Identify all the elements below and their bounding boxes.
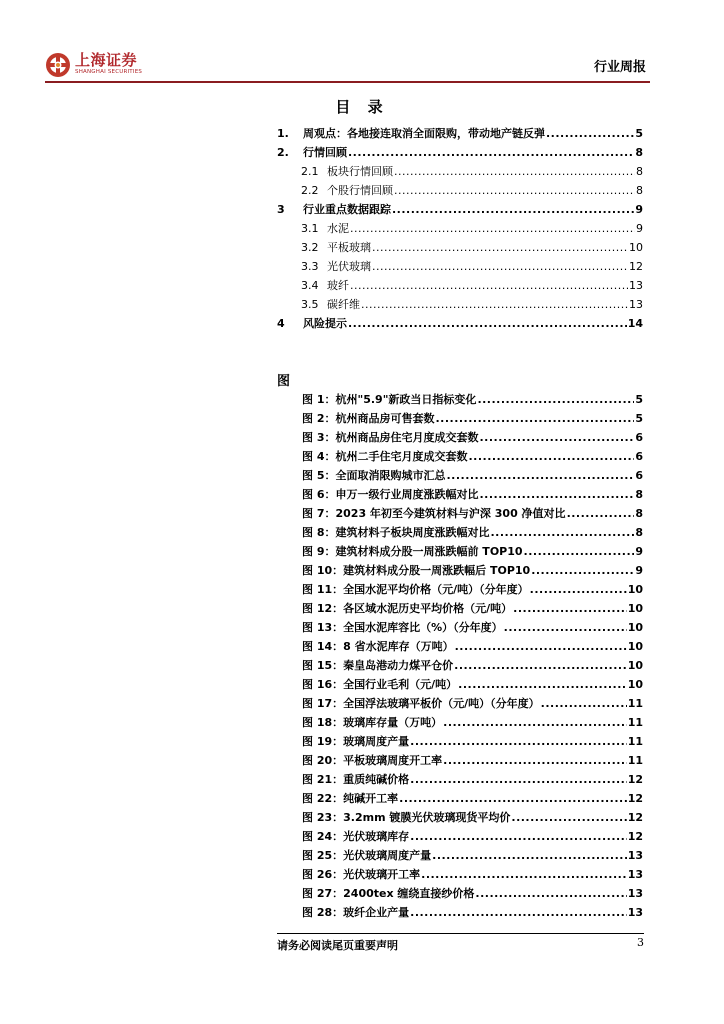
leader-dots (399, 789, 627, 808)
leader-dots (443, 713, 627, 732)
figure-entry[interactable] (302, 580, 643, 599)
toc-entry-title: 板块行情回顾 (327, 165, 393, 178)
figure-entry-page: 12 (627, 792, 643, 805)
leader-dots (490, 523, 634, 542)
toc-subentry[interactable] (277, 276, 643, 295)
figure-entry-page: 6 (635, 469, 643, 482)
figure-entry-page: 12 (627, 830, 643, 843)
figure-entry-title: 图 14：8 省水泥库存（万吨） (302, 640, 454, 653)
figure-entry-title: 图 8：建筑材料子板块周度涨跌幅对比 (302, 526, 490, 539)
leader-dots (468, 447, 634, 466)
figures-heading: 图 (277, 374, 291, 389)
toc-entry-title: 周观点：各地接连取消全面限购，带动地产链反弹 (303, 127, 545, 140)
figure-entry[interactable] (302, 504, 643, 523)
toc-entry[interactable] (277, 314, 643, 333)
footer-divider (277, 933, 644, 934)
toc-entry-page: 8 (636, 184, 643, 197)
figure-entry-title: 图 13：全国水泥库容比（%）（分年度） (302, 621, 503, 634)
leader-dots (546, 124, 634, 143)
company-logo (45, 52, 142, 78)
toc-entry-number: 3.4 (301, 279, 319, 292)
figure-entry-page: 5 (635, 412, 643, 425)
figure-entry[interactable] (302, 846, 643, 865)
toc-entry-title: 个股行情回顾 (327, 184, 393, 197)
toc-entry-title: 玻纤 (327, 279, 349, 292)
leader-dots (479, 485, 634, 504)
toc-entry-number: 3.5 (301, 298, 319, 311)
toc-entry-number: 2.1 (301, 165, 319, 178)
figure-entry[interactable] (302, 409, 643, 428)
leader-dots (394, 181, 635, 200)
list-of-figures (302, 390, 643, 922)
leader-dots (410, 827, 627, 846)
toc-entry-title: 行情回顾 (303, 146, 347, 159)
figure-entry[interactable] (302, 713, 643, 732)
figure-entry-title: 图 10：建筑材料成分股一周涨跌幅后 TOP10 (302, 564, 531, 577)
toc-entry-number: 4 (277, 317, 285, 330)
figure-entry[interactable] (302, 675, 643, 694)
logo-english-name: SHANGHAI SECURITIES (75, 69, 143, 75)
shanghai-securities-logo-icon (45, 52, 71, 78)
figure-entry-page: 10 (627, 602, 643, 615)
figure-entry[interactable] (302, 523, 643, 542)
page-header (45, 50, 650, 82)
figure-entry-page: 12 (627, 773, 643, 786)
leader-dots (455, 637, 627, 656)
figure-entry-title: 图 2：杭州商品房可售套数 (302, 412, 435, 425)
toc-entry[interactable] (277, 200, 643, 219)
leader-dots (531, 561, 634, 580)
figure-entry-title: 图 5：全面取消限购城市汇总 (302, 469, 446, 482)
figure-entry-title: 图 23：3.2mm 镀膜光伏玻璃现货平均价 (302, 811, 511, 824)
figure-entry[interactable] (302, 751, 643, 770)
toc-entry-page: 8 (635, 146, 643, 159)
figure-entry[interactable] (302, 903, 643, 922)
figure-entry-page: 11 (627, 716, 643, 729)
toc-entry-page: 13 (629, 279, 643, 292)
leader-dots (350, 219, 635, 238)
figure-entry-page: 6 (635, 431, 643, 444)
leader-dots (504, 618, 627, 637)
figure-entry[interactable] (302, 428, 643, 447)
figure-entry-page: 13 (627, 887, 643, 900)
figure-entry-title: 图 26：光伏玻璃开工率 (302, 868, 421, 881)
leader-dots (350, 276, 628, 295)
figure-entry[interactable] (302, 637, 643, 656)
toc-entry-page: 14 (627, 317, 643, 330)
figure-entry[interactable] (302, 485, 643, 504)
leader-dots (410, 770, 627, 789)
figure-entry-title: 图 20：平板玻璃周度开工率 (302, 754, 443, 767)
table-of-contents (277, 124, 643, 333)
leader-dots (513, 599, 627, 618)
toc-entry-title: 光伏玻璃 (327, 260, 371, 273)
leader-dots (567, 504, 635, 523)
figure-entry[interactable] (302, 390, 643, 409)
figure-entry[interactable] (302, 656, 643, 675)
figure-entry[interactable] (302, 732, 643, 751)
figure-entry[interactable] (302, 618, 643, 637)
leader-dots (443, 751, 627, 770)
figure-entry[interactable] (302, 599, 643, 618)
leader-dots (530, 580, 627, 599)
figure-entry[interactable] (302, 770, 643, 789)
toc-entry-number: 3.1 (301, 222, 319, 235)
figure-entry[interactable] (302, 865, 643, 884)
leader-dots (511, 808, 626, 827)
leader-dots (361, 295, 628, 314)
figure-entry[interactable] (302, 466, 643, 485)
figure-entry[interactable] (302, 561, 643, 580)
leader-dots (348, 314, 627, 333)
toc-entry-number: 2. (277, 146, 289, 159)
figure-entry-page: 11 (627, 697, 643, 710)
figure-entry-title: 图 9：建筑材料成分股一周涨跌幅前 TOP10 (302, 545, 523, 558)
leader-dots (372, 238, 628, 257)
toc-entry-page: 9 (635, 203, 643, 216)
figure-entry-title: 图 28：玻纤企业产量 (302, 906, 410, 919)
figure-entry-page: 13 (627, 906, 643, 919)
toc-entry-number: 3.2 (301, 241, 319, 254)
toc-subentry[interactable] (277, 181, 643, 200)
leader-dots (432, 846, 627, 865)
figure-entry-title: 图 16：全国行业毛利（元/吨） (302, 678, 458, 691)
leader-dots (524, 542, 635, 561)
figure-entry-page: 10 (627, 640, 643, 653)
figure-entry-title: 图 12：各区域水泥历史平均价格（元/吨） (302, 602, 513, 615)
figure-entry[interactable] (302, 447, 643, 466)
toc-entry-page: 5 (635, 127, 643, 140)
figure-entry-title: 图 21：重质纯碱价格 (302, 773, 410, 786)
figure-entry-title: 图 15：秦皇岛港动力煤平仓价 (302, 659, 454, 672)
leader-dots (410, 732, 627, 751)
figure-entry-page: 11 (627, 754, 643, 767)
figure-entry-page: 5 (635, 393, 643, 406)
page-number: 3 (637, 936, 644, 949)
figure-entry-title: 图 22：纯碱开工率 (302, 792, 399, 805)
figure-entry[interactable] (302, 884, 643, 903)
disclaimer-note: 请务必阅读尾页重要声明 (277, 939, 398, 952)
toc-subentry[interactable] (277, 219, 643, 238)
toc-entry[interactable] (277, 124, 643, 143)
leader-dots (394, 162, 635, 181)
toc-entry-title: 行业重点数据跟踪 (303, 203, 391, 216)
figure-entry-page: 8 (635, 526, 643, 539)
figure-entry-page: 8 (635, 507, 643, 520)
leader-dots (446, 466, 634, 485)
toc-entry-number: 1. (277, 127, 289, 140)
figure-entry-page: 9 (635, 564, 643, 577)
toc-title: 目 录 (335, 98, 389, 116)
figure-entry-title: 图 19：玻璃周度产量 (302, 735, 410, 748)
toc-entry-number: 3 (277, 203, 285, 216)
leader-dots (392, 200, 634, 219)
leader-dots (421, 865, 627, 884)
figure-entry-title: 图 6：申万一级行业周度涨跌幅对比 (302, 488, 479, 501)
report-type-label: 行业周报 (593, 60, 646, 75)
figure-entry-page: 13 (627, 849, 643, 862)
logo-chinese-name: 上海证券 (75, 51, 138, 69)
figure-entry-title: 图 27：2400tex 缠绕直接纱价格 (302, 887, 475, 900)
figure-entry-page: 8 (635, 488, 643, 501)
figure-entry-title: 图 4：杭州二手住宅月度成交套数 (302, 450, 468, 463)
toc-entry-page: 10 (629, 241, 643, 254)
toc-entry-page: 8 (636, 165, 643, 178)
toc-entry[interactable] (277, 143, 643, 162)
figure-entry-title: 图 25：光伏玻璃周度产量 (302, 849, 432, 862)
figure-entry[interactable] (302, 808, 643, 827)
toc-entry-page: 12 (629, 260, 643, 273)
toc-entry-title: 碳纤维 (327, 298, 360, 311)
figure-entry-page: 10 (627, 659, 643, 672)
figure-entry[interactable] (302, 542, 643, 561)
toc-subentry[interactable] (277, 238, 643, 257)
figure-entry-title: 图 7：2023 年初至今建筑材料与沪深 300 净值对比 (302, 507, 566, 520)
figure-entry-page: 6 (635, 450, 643, 463)
figure-entry[interactable] (302, 789, 643, 808)
leader-dots (348, 143, 634, 162)
figure-entry-page: 10 (627, 583, 643, 596)
leader-dots (477, 390, 634, 409)
figure-entry-title: 图 18：玻璃库存量（万吨） (302, 716, 443, 729)
figure-entry-title: 图 17：全国浮法玻璃平板价（元/吨）（分年度） (302, 697, 540, 710)
leader-dots (410, 903, 627, 922)
toc-entry-title: 平板玻璃 (327, 241, 371, 254)
toc-entry-number: 2.2 (301, 184, 319, 197)
toc-entry-page: 13 (629, 298, 643, 311)
toc-entry-title: 水泥 (327, 222, 349, 235)
leader-dots (475, 884, 626, 903)
leader-dots (372, 257, 628, 276)
figure-entry-title: 图 3：杭州商品房住宅月度成交套数 (302, 431, 479, 444)
toc-entry-title: 风险提示 (303, 317, 347, 330)
toc-entry-page: 9 (636, 222, 643, 235)
figure-entry-page: 9 (635, 545, 643, 558)
figure-entry-page: 12 (627, 811, 643, 824)
leader-dots (454, 656, 627, 675)
figure-entry[interactable] (302, 827, 643, 846)
figure-entry-title: 图 11：全国水泥平均价格（元/吨）（分年度） (302, 583, 529, 596)
header-divider (45, 81, 650, 83)
figure-entry-title: 图 24：光伏玻璃库存 (302, 830, 410, 843)
leader-dots (541, 694, 627, 713)
figure-entry-page: 10 (627, 621, 643, 634)
toc-subentry[interactable] (277, 257, 643, 276)
toc-subentry[interactable] (277, 295, 643, 314)
figure-entry[interactable] (302, 694, 643, 713)
toc-subentry[interactable] (277, 162, 643, 181)
toc-entry-number: 3.3 (301, 260, 319, 273)
figure-entry-page: 13 (627, 868, 643, 881)
leader-dots (479, 428, 634, 447)
leader-dots (458, 675, 627, 694)
figure-entry-page: 10 (627, 678, 643, 691)
leader-dots (435, 409, 634, 428)
figure-entry-title: 图 1：杭州"5.9"新政当日指标变化 (302, 393, 477, 406)
figure-entry-page: 11 (627, 735, 643, 748)
